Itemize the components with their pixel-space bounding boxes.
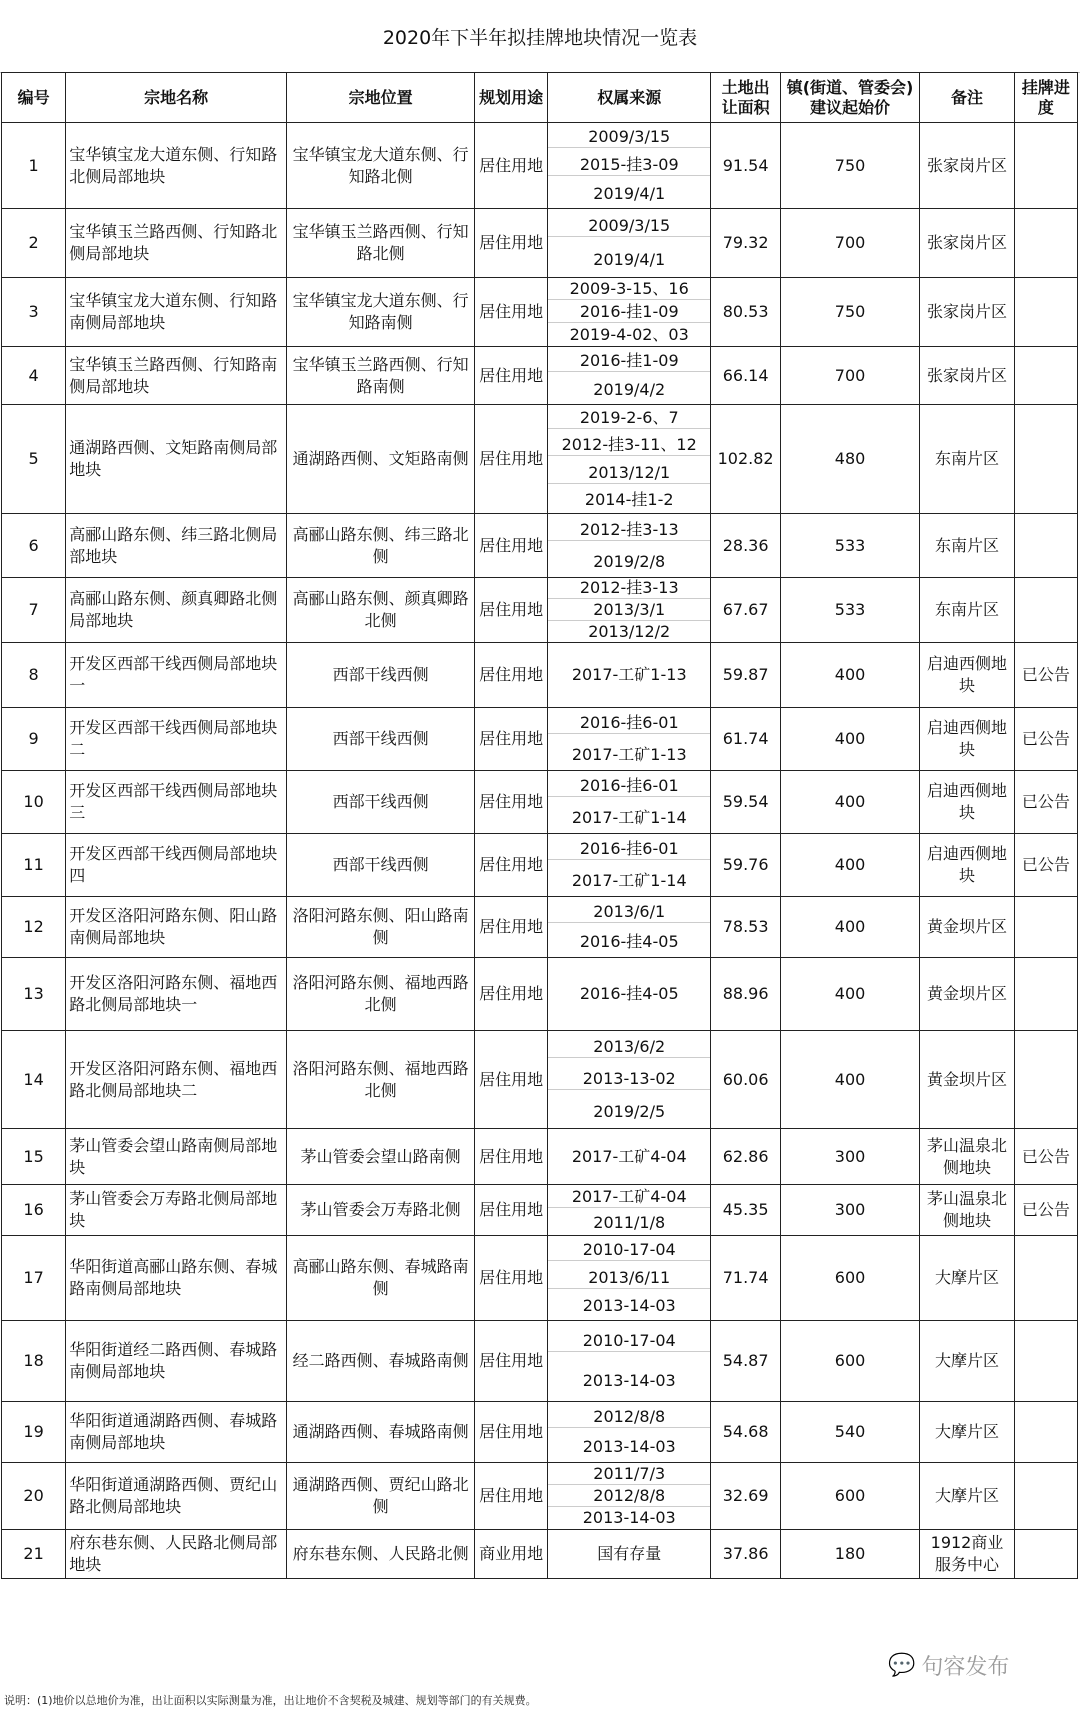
source-item: 2017-工矿1-14	[571, 807, 687, 827]
source-item: 2013/12/2	[588, 621, 671, 641]
source-list	[548, 347, 710, 404]
page-title: 2020年下半年拟挂牌地块情况一览表	[0, 0, 1080, 73]
source-item: 2013/3/1	[548, 600, 710, 621]
source-item: 2017-工矿4-04	[548, 1187, 710, 1208]
cell-no: 16	[2, 1185, 66, 1236]
source-item: 2016-挂1-09	[548, 351, 710, 372]
cell-price: 400	[780, 708, 919, 771]
cell-use: 居住用地	[475, 1185, 548, 1236]
table-row	[2, 771, 1078, 834]
source-item: 2019/4/1	[593, 184, 666, 204]
watermark	[888, 1650, 1009, 1681]
cell-name: 开发区洛阳河路东侧、福地西路北侧局部地块一	[66, 958, 287, 1031]
cell-price: 400	[780, 958, 919, 1031]
cell-note: 启迪西侧地块	[920, 771, 1015, 834]
cell-no: 18	[2, 1321, 66, 1402]
header-price: 镇(街道、管委会)建议起始价	[780, 73, 919, 123]
cell-progress: 已公告	[1014, 834, 1077, 897]
table-row	[2, 1530, 1078, 1579]
cell-name: 宝华镇玉兰路西侧、行知路北侧局部地块	[66, 209, 287, 278]
cell-source	[548, 1236, 711, 1321]
source-item: 2012/8/8	[548, 1486, 710, 1507]
cell-source	[548, 958, 711, 1031]
cell-source	[548, 405, 711, 514]
cell-use: 居住用地	[475, 1129, 548, 1185]
cell-location: 洛阳河路东侧、福地西路北侧	[287, 958, 475, 1031]
cell-note: 大摩片区	[920, 1402, 1015, 1463]
table-row	[2, 123, 1078, 209]
cell-note: 黄金坝片区	[920, 1031, 1015, 1129]
cell-use: 居住用地	[475, 405, 548, 514]
source-item: 2010-17-04	[548, 1240, 710, 1261]
source-item: 2009-3-15、16	[548, 279, 710, 300]
cell-note: 张家岗片区	[920, 123, 1015, 209]
cell-area: 61.74	[711, 708, 781, 771]
source-item: 2013-13-02	[548, 1069, 710, 1090]
cell-progress	[1014, 209, 1077, 278]
header-note: 备注	[920, 73, 1015, 123]
cell-source	[548, 643, 711, 708]
cell-location: 洛阳河路东侧、阳山路南侧	[287, 897, 475, 958]
source-list	[548, 771, 710, 833]
source-list	[548, 1402, 710, 1462]
header-use: 规划用途	[475, 73, 548, 123]
cell-note: 启迪西侧地块	[920, 708, 1015, 771]
cell-name: 开发区西部干线西侧局部地块一	[66, 643, 287, 708]
table-row	[2, 278, 1078, 347]
source-list	[548, 1129, 710, 1184]
cell-location: 西部干线西侧	[287, 834, 475, 897]
cell-price: 300	[780, 1185, 919, 1236]
source-item: 2019/4/1	[593, 250, 666, 270]
cell-location: 高郦山路东侧、纬三路北侧	[287, 514, 475, 578]
source-list	[548, 1463, 710, 1529]
source-list	[548, 209, 710, 277]
cell-location: 西部干线西侧	[287, 771, 475, 834]
cell-area: 59.87	[711, 643, 781, 708]
table-row	[2, 897, 1078, 958]
table-row	[2, 1185, 1078, 1236]
cell-note: 大摩片区	[920, 1463, 1015, 1530]
cell-progress: 已公告	[1014, 1129, 1077, 1185]
table-row	[2, 1031, 1078, 1129]
cell-note: 东南片区	[920, 514, 1015, 578]
cell-progress	[1014, 514, 1077, 578]
cell-no: 2	[2, 209, 66, 278]
source-item: 国有存量	[597, 1544, 662, 1563]
source-item: 2013-14-03	[582, 1508, 676, 1528]
header-location: 宗地位置	[287, 73, 475, 123]
cell-progress	[1014, 1321, 1077, 1402]
source-item: 2016-挂1-09	[548, 302, 710, 323]
cell-note: 黄金坝片区	[920, 958, 1015, 1031]
cell-no: 5	[2, 405, 66, 514]
cell-note: 东南片区	[920, 405, 1015, 514]
source-item: 2017-工矿1-14	[571, 870, 687, 890]
cell-source	[548, 1129, 711, 1185]
cell-price: 400	[780, 771, 919, 834]
cell-location: 高郦山路东侧、春城路南侧	[287, 1236, 475, 1321]
cell-no: 13	[2, 958, 66, 1031]
source-item: 2017-工矿1-13	[571, 744, 687, 764]
cell-location: 府东巷东侧、人民路北侧	[287, 1530, 475, 1579]
cell-use: 居住用地	[475, 643, 548, 708]
cell-progress: 已公告	[1014, 1185, 1077, 1236]
cell-area: 80.53	[711, 278, 781, 347]
cell-no: 17	[2, 1236, 66, 1321]
cell-no: 8	[2, 643, 66, 708]
cell-no: 4	[2, 347, 66, 405]
cell-price: 400	[780, 834, 919, 897]
source-item: 2011/7/3	[548, 1464, 710, 1485]
cell-area: 28.36	[711, 514, 781, 578]
cell-name: 开发区西部干线西侧局部地块三	[66, 771, 287, 834]
cell-note: 张家岗片区	[920, 278, 1015, 347]
source-list	[548, 514, 710, 577]
table-row	[2, 578, 1078, 643]
cell-name: 宝华镇宝龙大道东侧、行知路南侧局部地块	[66, 278, 287, 347]
cell-source	[548, 1530, 711, 1579]
cell-name: 通湖路西侧、文矩路南侧局部地块	[66, 405, 287, 514]
cell-progress	[1014, 897, 1077, 958]
cell-use: 居住用地	[475, 1236, 548, 1321]
table-row	[2, 347, 1078, 405]
cell-price: 750	[780, 123, 919, 209]
cell-price: 300	[780, 1129, 919, 1185]
cell-use: 居住用地	[475, 347, 548, 405]
header-name: 宗地名称	[66, 73, 287, 123]
cell-progress	[1014, 405, 1077, 514]
cell-name: 开发区洛阳河路东侧、福地西路北侧局部地块二	[66, 1031, 287, 1129]
cell-name: 高郦山路东侧、颜真卿路北侧局部地块	[66, 578, 287, 643]
cell-name: 华阳街道经二路西侧、春城路南侧局部地块	[66, 1321, 287, 1402]
cell-no: 7	[2, 578, 66, 643]
source-list	[548, 405, 710, 513]
cell-no: 9	[2, 708, 66, 771]
cell-price: 700	[780, 347, 919, 405]
cell-progress	[1014, 347, 1077, 405]
cell-source	[548, 123, 711, 209]
cell-name: 华阳街道高郦山路东侧、春城路南侧局部地块	[66, 1236, 287, 1321]
table-header-row	[2, 73, 1078, 123]
cell-use: 居住用地	[475, 278, 548, 347]
source-list	[548, 958, 710, 1030]
cell-location: 高郦山路东侧、颜真卿路北侧	[287, 578, 475, 643]
cell-area: 79.32	[711, 209, 781, 278]
cell-note: 启迪西侧地块	[920, 834, 1015, 897]
footer-note: 说明：(1)地价以总地价为准，出让面积以实际测量为准，出让地价不含契税及城建、规划等部门的有关规费。	[4, 1694, 537, 1707]
cell-progress	[1014, 1463, 1077, 1530]
cell-no: 11	[2, 834, 66, 897]
cell-no: 21	[2, 1530, 66, 1579]
cell-progress	[1014, 1236, 1077, 1321]
header-no: 编号	[2, 73, 66, 123]
cell-name: 茅山管委会万寿路北侧局部地块	[66, 1185, 287, 1236]
cell-source	[548, 1463, 711, 1530]
source-item: 2009/3/15	[548, 216, 710, 237]
cell-note: 茅山温泉北侧地块	[920, 1185, 1015, 1236]
cell-name: 高郦山路东侧、纬三路北侧局部地块	[66, 514, 287, 578]
source-item: 2017-工矿1-13	[571, 665, 687, 684]
cell-use: 居住用地	[475, 209, 548, 278]
source-list	[548, 1031, 710, 1128]
cell-name: 宝华镇宝龙大道东侧、行知路北侧局部地块	[66, 123, 287, 209]
cell-note: 张家岗片区	[920, 209, 1015, 278]
source-item: 2016-挂6-01	[548, 713, 710, 734]
source-item: 2016-挂4-05	[579, 984, 679, 1003]
cell-area: 78.53	[711, 897, 781, 958]
source-item: 2012-挂3-13	[548, 520, 710, 541]
cell-source	[548, 897, 711, 958]
header-area: 土地出让面积	[711, 73, 781, 123]
cell-area: 102.82	[711, 405, 781, 514]
source-item: 2016-挂6-01	[548, 839, 710, 860]
cell-price: 533	[780, 578, 919, 643]
cell-no: 3	[2, 278, 66, 347]
cell-progress: 已公告	[1014, 643, 1077, 708]
cell-name: 华阳街道通湖路西侧、春城路南侧局部地块	[66, 1402, 287, 1463]
header-source: 权属来源	[548, 73, 711, 123]
cell-use: 居住用地	[475, 1402, 548, 1463]
wechat-icon: 💬	[888, 1653, 916, 1678]
source-item: 2016-挂6-01	[548, 776, 710, 797]
cell-use: 居住用地	[475, 834, 548, 897]
cell-location: 通湖路西侧、春城路南侧	[287, 1402, 475, 1463]
source-list	[548, 1530, 710, 1578]
cell-source	[548, 347, 711, 405]
cell-location: 经二路西侧、春城路南侧	[287, 1321, 475, 1402]
source-list	[548, 578, 710, 642]
cell-area: 71.74	[711, 1236, 781, 1321]
cell-no: 10	[2, 771, 66, 834]
cell-no: 20	[2, 1463, 66, 1530]
source-item: 2013/6/2	[548, 1037, 710, 1058]
table-row	[2, 209, 1078, 278]
cell-use: 居住用地	[475, 1321, 548, 1402]
cell-price: 750	[780, 278, 919, 347]
cell-location: 宝华镇宝龙大道东侧、行知路北侧	[287, 123, 475, 209]
cell-location: 宝华镇玉兰路西侧、行知路南侧	[287, 347, 475, 405]
cell-area: 59.54	[711, 771, 781, 834]
cell-source	[548, 514, 711, 578]
cell-area: 88.96	[711, 958, 781, 1031]
cell-source	[548, 578, 711, 643]
cell-area: 59.76	[711, 834, 781, 897]
cell-area: 54.68	[711, 1402, 781, 1463]
source-item: 2013/6/11	[548, 1268, 710, 1289]
cell-progress: 已公告	[1014, 708, 1077, 771]
table-row	[2, 834, 1078, 897]
cell-use: 居住用地	[475, 708, 548, 771]
cell-source	[548, 1402, 711, 1463]
cell-progress	[1014, 578, 1077, 643]
land-table	[1, 72, 1078, 1579]
cell-note: 大摩片区	[920, 1321, 1015, 1402]
cell-source	[548, 771, 711, 834]
source-item: 2012-挂3-13	[548, 578, 710, 599]
cell-no: 1	[2, 123, 66, 209]
cell-location: 通湖路西侧、文矩路南侧	[287, 405, 475, 514]
cell-name: 府东巷东侧、人民路北侧局部地块	[66, 1530, 287, 1579]
source-item: 2013/12/1	[548, 463, 710, 484]
cell-area: 91.54	[711, 123, 781, 209]
source-item: 2013-14-03	[582, 1296, 676, 1316]
source-item: 2013-14-03	[582, 1371, 676, 1391]
source-item: 2019-2-6、7	[548, 408, 710, 429]
source-item: 2019-4-02、03	[569, 325, 689, 344]
cell-note: 启迪西侧地块	[920, 643, 1015, 708]
cell-location: 宝华镇玉兰路西侧、行知路北侧	[287, 209, 475, 278]
cell-use: 居住用地	[475, 1463, 548, 1530]
table-row	[2, 1463, 1078, 1530]
cell-name: 开发区西部干线西侧局部地块四	[66, 834, 287, 897]
source-list	[548, 1321, 710, 1401]
cell-no: 14	[2, 1031, 66, 1129]
cell-location: 通湖路西侧、贾纪山路北侧	[287, 1463, 475, 1530]
cell-price: 400	[780, 643, 919, 708]
source-item: 2009/3/15	[548, 127, 710, 148]
cell-location: 茅山管委会万寿路北侧	[287, 1185, 475, 1236]
cell-location: 洛阳河路东侧、福地西路北侧	[287, 1031, 475, 1129]
table-row	[2, 1402, 1078, 1463]
cell-price: 400	[780, 1031, 919, 1129]
cell-price: 400	[780, 897, 919, 958]
cell-use: 居住用地	[475, 123, 548, 209]
cell-price: 700	[780, 209, 919, 278]
cell-no: 6	[2, 514, 66, 578]
cell-progress	[1014, 123, 1077, 209]
source-list	[548, 897, 710, 957]
cell-use: 居住用地	[475, 958, 548, 1031]
cell-progress	[1014, 1530, 1077, 1579]
source-list	[548, 708, 710, 770]
source-item: 2019/4/2	[593, 380, 666, 399]
cell-area: 67.67	[711, 578, 781, 643]
cell-area: 45.35	[711, 1185, 781, 1236]
table-row	[2, 958, 1078, 1031]
cell-progress	[1014, 1031, 1077, 1129]
source-item: 2013-14-03	[582, 1437, 676, 1457]
cell-use: 居住用地	[475, 897, 548, 958]
header-progress: 挂牌进度	[1014, 73, 1077, 123]
source-list	[548, 123, 710, 208]
cell-progress: 已公告	[1014, 771, 1077, 834]
source-item: 2012-挂3-11、12	[548, 435, 710, 456]
cell-name: 开发区洛阳河路东侧、阳山路南侧局部地块	[66, 897, 287, 958]
source-item: 2014-挂1-2	[584, 489, 674, 509]
cell-location: 宝华镇宝龙大道东侧、行知路南侧	[287, 278, 475, 347]
cell-name: 茅山管委会望山路南侧局部地块	[66, 1129, 287, 1185]
cell-price: 600	[780, 1236, 919, 1321]
source-list	[548, 278, 710, 346]
table-row	[2, 1321, 1078, 1402]
cell-area: 66.14	[711, 347, 781, 405]
source-item: 2015-挂3-09	[548, 155, 710, 176]
cell-area: 32.69	[711, 1463, 781, 1530]
cell-area: 54.87	[711, 1321, 781, 1402]
cell-price: 533	[780, 514, 919, 578]
source-item: 2010-17-04	[548, 1331, 710, 1352]
cell-source	[548, 278, 711, 347]
cell-note: 黄金坝片区	[920, 897, 1015, 958]
cell-no: 12	[2, 897, 66, 958]
source-item: 2016-挂4-05	[579, 932, 679, 952]
table-row	[2, 514, 1078, 578]
cell-note: 东南片区	[920, 578, 1015, 643]
cell-price: 600	[780, 1463, 919, 1530]
source-item: 2011/1/8	[593, 1212, 666, 1232]
cell-source	[548, 834, 711, 897]
source-list	[548, 1185, 710, 1235]
cell-progress	[1014, 958, 1077, 1031]
cell-name: 华阳街道通湖路西侧、贾纪山路北侧局部地块	[66, 1463, 287, 1530]
cell-source	[548, 1321, 711, 1402]
source-item: 2019/2/5	[593, 1102, 666, 1122]
cell-note: 张家岗片区	[920, 347, 1015, 405]
cell-area: 62.86	[711, 1129, 781, 1185]
cell-source	[548, 708, 711, 771]
cell-source	[548, 209, 711, 278]
source-item: 2013/6/1	[548, 902, 710, 923]
source-list	[548, 643, 710, 707]
cell-price: 180	[780, 1530, 919, 1579]
cell-note: 大摩片区	[920, 1236, 1015, 1321]
cell-location: 西部干线西侧	[287, 708, 475, 771]
table-row	[2, 708, 1078, 771]
table-row	[2, 405, 1078, 514]
cell-note: 茅山温泉北侧地块	[920, 1129, 1015, 1185]
source-item: 2012/8/8	[548, 1407, 710, 1428]
source-item: 2019/2/8	[593, 551, 666, 571]
cell-area: 60.06	[711, 1031, 781, 1129]
cell-use: 居住用地	[475, 1031, 548, 1129]
cell-use: 商业用地	[475, 1530, 548, 1579]
cell-source	[548, 1185, 711, 1236]
cell-location: 西部干线西侧	[287, 643, 475, 708]
source-list	[548, 834, 710, 896]
cell-use: 居住用地	[475, 514, 548, 578]
cell-use: 居住用地	[475, 771, 548, 834]
cell-progress	[1014, 1402, 1077, 1463]
source-item: 2017-工矿4-04	[571, 1146, 687, 1166]
cell-note: 1912商业服务中心	[920, 1530, 1015, 1579]
cell-area: 37.86	[711, 1530, 781, 1579]
cell-location: 茅山管委会望山路南侧	[287, 1129, 475, 1185]
cell-name: 开发区西部干线西侧局部地块二	[66, 708, 287, 771]
source-list	[548, 1236, 710, 1320]
cell-no: 19	[2, 1402, 66, 1463]
cell-no: 15	[2, 1129, 66, 1185]
cell-price: 600	[780, 1321, 919, 1402]
table-row	[2, 643, 1078, 708]
table-row	[2, 1236, 1078, 1321]
cell-name: 宝华镇玉兰路西侧、行知路南侧局部地块	[66, 347, 287, 405]
watermark-text: 句容发布	[921, 1655, 1010, 1680]
table-row	[2, 1129, 1078, 1185]
cell-progress	[1014, 278, 1077, 347]
cell-price: 480	[780, 405, 919, 514]
cell-source	[548, 1031, 711, 1129]
cell-price: 540	[780, 1402, 919, 1463]
cell-use: 居住用地	[475, 578, 548, 643]
